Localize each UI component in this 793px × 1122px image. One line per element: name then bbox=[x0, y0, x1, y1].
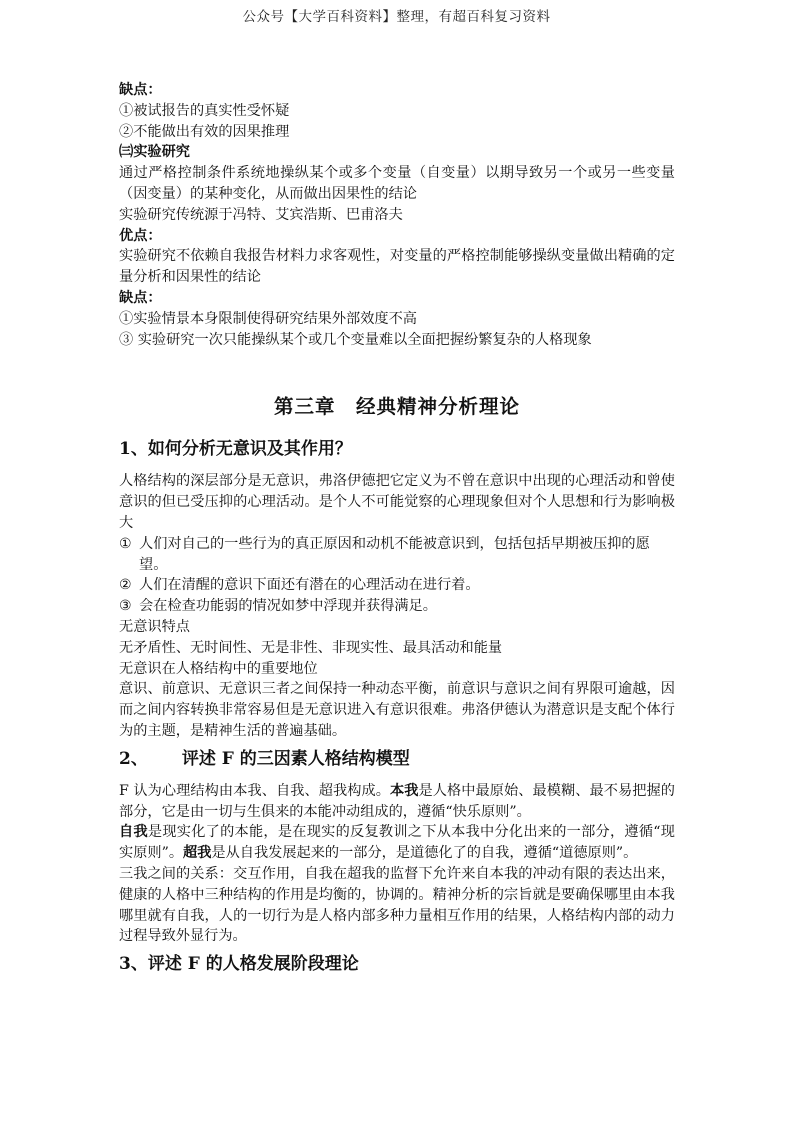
cons-label-b: 缺点： bbox=[119, 289, 162, 306]
q1-point-3: ③ 会在检查功能弱的情况如梦中浮现并获得满足。 bbox=[119, 598, 437, 615]
term-superego: 超我 bbox=[183, 845, 212, 862]
experimental-definition: 通过严格控制条件系统地操纵某个或多个变量（自变量）以期导致另一个或另一些变量（因变量）的某种变化，从而做出因果性的结论 bbox=[119, 165, 675, 202]
term-ego: 自我 bbox=[119, 824, 148, 841]
q2-paragraph-ego: 自我是现实化了的本能，是在现实的反复教训之下从本我中分化出来的一部分，遵循“现实原则”。超我是从自我发展起来的一部分，是道德化了的自我，遵循“道德原则”。 bbox=[119, 824, 675, 862]
cons-item-b1: ①实验情景本身限制使得研究结果外部效度不高 bbox=[119, 310, 417, 327]
question-2-title: 2、 评述 F 的三因素人格结构模型 bbox=[119, 748, 410, 769]
term-id: 本我 bbox=[389, 782, 419, 799]
question-3-title: 3、评述 F 的人格发展阶段理论 bbox=[119, 954, 359, 975]
cons-item-a2: ②不能做出有效的因果推理 bbox=[119, 123, 290, 140]
page-header: 公众号【大学百科资料】整理，有超百科复习资料 bbox=[242, 9, 551, 25]
question-1-title: 1、如何分析无意识及其作用？ bbox=[119, 439, 352, 460]
q1-point-1: ① 人们对自己的一些行为的真正原因和动机不能被意识到，包括包括早期被压抑的愿望。 bbox=[119, 535, 650, 573]
q1-status-label: 无意识在人格结构中的重要地位 bbox=[119, 660, 318, 677]
cons-label-a: 缺点： bbox=[119, 82, 162, 98]
q2-paragraph-id: F 认为心理结构由本我、自我、超我构成。本我是人格中最原始、最模糊、最不易把握的部分，它是由一切与生俱来的本能冲动组成的，遵循“快乐原则”。 bbox=[119, 782, 675, 820]
q1-status: 意识、前意识、无意识三者之间保持一种动态平衡，前意识与意识之间有界限可逾越，因而之间内容转换非常容易但是无意识进入有意识很难。弗洛伊德认为潜意识是支配个体行为的主题，是精神生活的普遍基础。 bbox=[119, 681, 675, 739]
experimental-origin: 实验研究传统源于冯特、艾宾浩斯、巴甫洛夫 bbox=[119, 206, 403, 223]
cons-item-b2: ③ 实验研究一次只能操纵某个或几个变量难以全面把握纷繁复杂的人格现象 bbox=[119, 331, 592, 348]
q1-intro: 人格结构的深层部分是无意识，弗洛伊德把它定义为不曾在意识中出现的心理活动和曾使意识的但已受压抑的心理活动。是个人不可能觉察的心理现象但对个人思想和行为影响极大 bbox=[119, 473, 675, 531]
q1-point-2: ② 人们在清醒的意识下面还有潜在的心理活动在进行着。 bbox=[119, 577, 480, 594]
pros-text-b: 实验研究不依赖自我报告材料力求客观性，对变量的严格控制能够操纵变量做出精确的定量分析和因果性的结论 bbox=[119, 248, 675, 286]
chapter-title: 第三章 经典精神分析理论 bbox=[273, 395, 520, 419]
q2-paragraph-relation: 三我之间的关系：交互作用，自我在超我的监督下允许来自本我的冲动有限的表达出来，健康的人格中三种结构的作用是均衡的，协调的。精神分析的宗旨就是要确保哪里由本我哪里就有自我，人的一切行为是人格内部多种力量相互作用的结果，人格结构内部的动力过程导致外显行为。 bbox=[119, 865, 675, 945]
q1-feature-label: 无意识特点 bbox=[119, 618, 190, 635]
pros-label-b: 优点： bbox=[119, 227, 162, 244]
document-body bbox=[119, 80, 675, 986]
cons-item-a1: ①被试报告的真实性受怀疑 bbox=[119, 102, 290, 119]
q1-features: 无矛盾性、无时间性、无是非性、非现实性、最具活动和能量 bbox=[119, 639, 503, 656]
section-title-experimental: ㈢实验研究 bbox=[119, 144, 190, 161]
